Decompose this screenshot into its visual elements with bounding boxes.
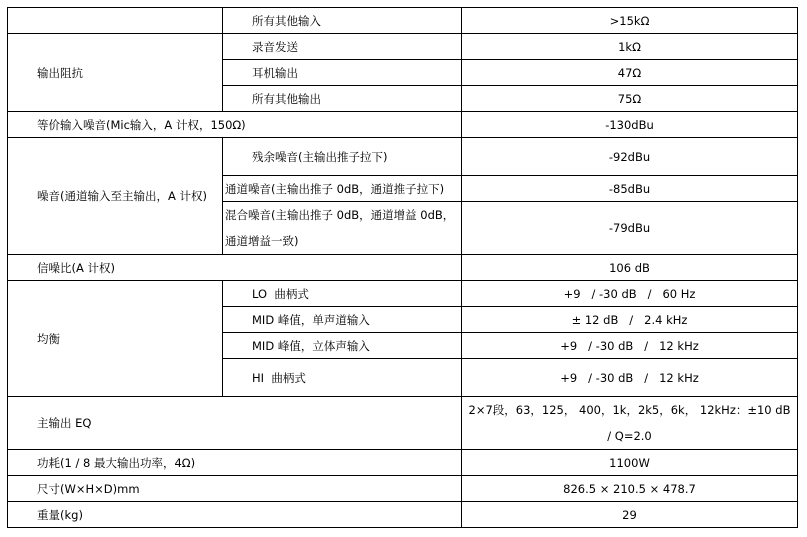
table-row [8, 397, 798, 450]
table-row [8, 476, 798, 502]
spec-value: +9 / -30 dB / 60 Hz [462, 281, 798, 307]
spec-value: -92dBu [462, 138, 798, 176]
spec-label: 功耗(1 / 8 最大输出功率，4Ω) [8, 450, 462, 476]
spec-label: 尺寸(W×H×D)mm [8, 476, 462, 502]
spec-value: ± 12 dB / 2.4 kHz [462, 307, 798, 333]
spec-sublabel: 耳机输出 [223, 60, 462, 86]
spec-sublabel: 所有其他输出 [223, 86, 462, 112]
spec-value: 1kΩ [462, 34, 798, 60]
spec-sublabel: 残余噪音(主输出推子拉下) [223, 138, 462, 176]
spec-sublabel: HI 曲柄式 [223, 359, 462, 397]
spec-value: +9 / -30 dB / 12 kHz [462, 333, 798, 359]
table-row [8, 450, 798, 476]
spec-value: -79dBu [462, 202, 798, 255]
spec-sublabel: MID 峰值，单声道输入 [223, 307, 462, 333]
table-row [8, 138, 798, 176]
spec-sublabel: MID 峰值，立体声输入 [223, 333, 462, 359]
spec-sublabel: 混合噪音(主输出推子 0dB，通道增益 0dB，通道增益一致) [223, 202, 462, 255]
table-row [8, 112, 798, 138]
spec-value: -85dBu [462, 176, 798, 202]
spec-value: 1100W [462, 450, 798, 476]
spec-value: 826.5 × 210.5 × 478.7 [462, 476, 798, 502]
spec-label: 均衡 [8, 281, 223, 397]
spec-value: +9 / -30 dB / 12 kHz [462, 359, 798, 397]
spec-sublabel: 通道噪音(主输出推子 0dB，通道推子拉下) [223, 176, 462, 202]
spec-label [8, 8, 223, 34]
table-row [8, 255, 798, 281]
spec-value: 47Ω [462, 60, 798, 86]
table-row [8, 8, 798, 34]
spec-label: 等价输入噪音(Mic输入，A 计权，150Ω) [8, 112, 462, 138]
spec-sublabel: 所有其他输入 [223, 8, 462, 34]
spec-value: 75Ω [462, 86, 798, 112]
spec-label: 重量(kg) [8, 502, 462, 528]
spec-label: 噪音(通道输入至主输出，A 计权) [8, 138, 223, 255]
spec-value: 2×7段，63，125， 400，1k，2k5，6k， 12kHz：±10 dB / Q=2.0 [462, 397, 798, 450]
table-row [8, 502, 798, 528]
spec-label: 信噪比(A 计权) [8, 255, 462, 281]
table-row [8, 34, 798, 60]
spec-value: 106 dB [462, 255, 798, 281]
spec-label: 主输出 EQ [8, 397, 462, 450]
spec-value: 29 [462, 502, 798, 528]
spec-value: >15kΩ [462, 8, 798, 34]
spec-table [7, 7, 798, 528]
spec-sublabel: 录音发送 [223, 34, 462, 60]
spec-value: -130dBu [462, 112, 798, 138]
spec-label: 输出阻抗 [8, 34, 223, 112]
spec-sublabel: LO 曲柄式 [223, 281, 462, 307]
table-row [8, 281, 798, 307]
